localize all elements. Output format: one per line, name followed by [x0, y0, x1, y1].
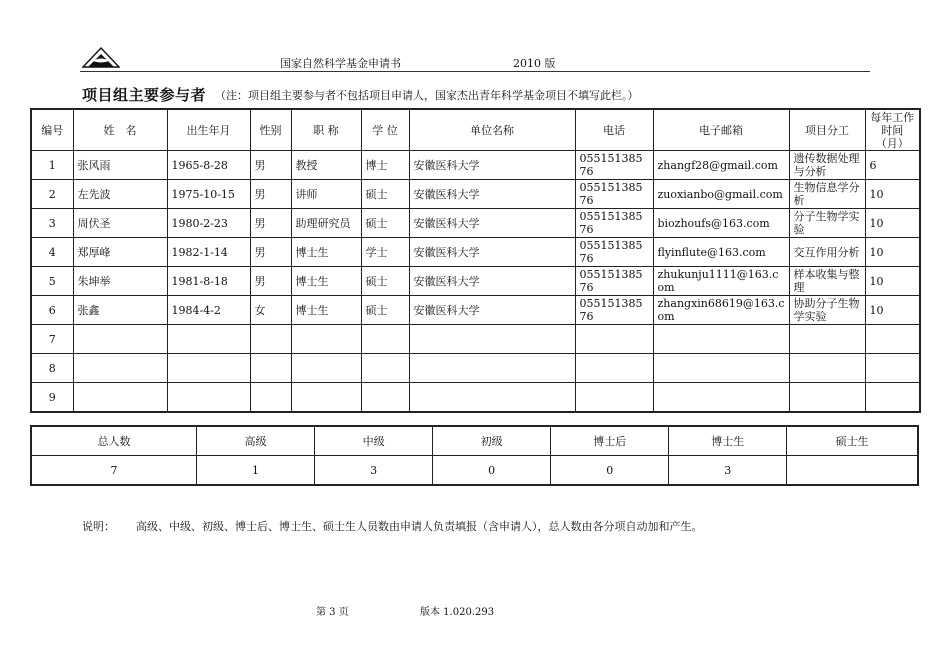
column-header: 姓 名 [73, 109, 167, 151]
member-no-cell: 7 [31, 325, 73, 354]
member-no-cell: 8 [31, 354, 73, 383]
summary-header-cell: 博士生 [669, 426, 787, 456]
member-birth-cell: 1982-1-14 [167, 238, 250, 267]
summary-header-row [31, 426, 918, 456]
section-title: 项目组主要参与者 [82, 86, 207, 104]
member-title-cell: 讲师 [291, 180, 361, 209]
member-no-cell: 4 [31, 238, 73, 267]
members-header-row [31, 109, 920, 151]
note-text: 高级、中级、初级、博士后、博士生、硕士生人员数由申请人负责填报（含申请人），总人数由各分项自动加和产生。 [136, 520, 703, 533]
member-degree-cell: 博士 [361, 151, 409, 180]
summary-header-cell: 硕士生 [787, 426, 918, 456]
member-title-cell: 博士生 [291, 296, 361, 325]
column-header: 职 称 [291, 109, 361, 151]
member-role-cell: 协助分子生物学实验 [789, 296, 865, 325]
member-unit-cell [409, 383, 575, 413]
member-role-cell [789, 325, 865, 354]
member-gender-cell [250, 354, 291, 383]
member-phone-cell: 05515138576 [575, 238, 653, 267]
member-birth-cell [167, 325, 250, 354]
member-row [31, 180, 920, 209]
member-unit-cell [409, 325, 575, 354]
member-row [31, 267, 920, 296]
note-label: 说明： [82, 520, 115, 533]
summary-value-cell: 1 [196, 456, 314, 486]
summary-value-cell: 0 [551, 456, 669, 486]
member-degree-cell: 学士 [361, 238, 409, 267]
member-no-cell: 2 [31, 180, 73, 209]
member-unit-cell [409, 354, 575, 383]
member-months-cell: 10 [865, 209, 920, 238]
member-months-cell: 10 [865, 238, 920, 267]
column-header: 项目分工 [789, 109, 865, 151]
member-title-cell: 博士生 [291, 267, 361, 296]
member-gender-cell: 男 [250, 151, 291, 180]
member-row [31, 209, 920, 238]
member-name-cell: 周伏圣 [73, 209, 167, 238]
member-phone-cell [575, 325, 653, 354]
member-role-cell [789, 354, 865, 383]
member-row [31, 383, 920, 413]
member-role-cell: 分子生物学实验 [789, 209, 865, 238]
member-gender-cell: 男 [250, 209, 291, 238]
member-phone-cell: 05515138576 [575, 296, 653, 325]
header-divider [80, 71, 870, 72]
member-degree-cell: 硕士 [361, 267, 409, 296]
member-name-cell: 左先波 [73, 180, 167, 209]
member-birth-cell [167, 354, 250, 383]
member-name-cell [73, 325, 167, 354]
member-email-cell: zhangf28@gmail.com [653, 151, 789, 180]
member-degree-cell [361, 383, 409, 413]
member-gender-cell [250, 325, 291, 354]
summary-value-cell: 3 [669, 456, 787, 486]
header-title: 国家自然科学基金申请书 [280, 57, 401, 70]
member-email-cell [653, 325, 789, 354]
column-header: 性别 [250, 109, 291, 151]
member-gender-cell: 男 [250, 180, 291, 209]
member-no-cell: 1 [31, 151, 73, 180]
member-months-cell [865, 383, 920, 413]
member-name-cell: 郑厚峰 [73, 238, 167, 267]
member-row [31, 325, 920, 354]
column-header: 学 位 [361, 109, 409, 151]
member-gender-cell: 女 [250, 296, 291, 325]
member-unit-cell: 安徽医科大学 [409, 238, 575, 267]
member-email-cell: flyinflute@163.com [653, 238, 789, 267]
member-title-cell [291, 354, 361, 383]
summary-table [30, 425, 919, 486]
member-unit-cell: 安徽医科大学 [409, 296, 575, 325]
member-email-cell: zhangxin68619@163.com [653, 296, 789, 325]
nsfc-logo-icon [82, 46, 120, 68]
column-header: 电话 [575, 109, 653, 151]
member-birth-cell: 1980-2-23 [167, 209, 250, 238]
member-phone-cell: 05515138576 [575, 267, 653, 296]
member-role-cell: 遗传数据处理与分析 [789, 151, 865, 180]
member-email-cell: zuoxianbo@gmail.com [653, 180, 789, 209]
member-title-cell [291, 325, 361, 354]
member-no-cell: 3 [31, 209, 73, 238]
summary-header-cell: 博士后 [551, 426, 669, 456]
member-phone-cell: 05515138576 [575, 180, 653, 209]
summary-value-cell [787, 456, 918, 486]
member-gender-cell [250, 383, 291, 413]
member-birth-cell: 1981-8-18 [167, 267, 250, 296]
member-birth-cell: 1965-8-28 [167, 151, 250, 180]
member-unit-cell: 安徽医科大学 [409, 151, 575, 180]
member-phone-cell [575, 354, 653, 383]
member-title-cell: 助理研究员 [291, 209, 361, 238]
member-role-cell [789, 383, 865, 413]
summary-header-cell: 高级 [196, 426, 314, 456]
member-degree-cell [361, 325, 409, 354]
member-months-cell: 10 [865, 267, 920, 296]
member-name-cell [73, 354, 167, 383]
column-header: 编号 [31, 109, 73, 151]
member-months-cell: 10 [865, 296, 920, 325]
member-gender-cell: 男 [250, 267, 291, 296]
member-no-cell: 5 [31, 267, 73, 296]
member-phone-cell: 05515138576 [575, 151, 653, 180]
member-degree-cell: 硕士 [361, 296, 409, 325]
member-role-cell: 样本收集与整理 [789, 267, 865, 296]
member-row [31, 238, 920, 267]
summary-values-row [31, 456, 918, 486]
member-birth-cell [167, 383, 250, 413]
member-email-cell: biozhoufs@163.com [653, 209, 789, 238]
header-version: 2010 版 [513, 57, 556, 70]
member-email-cell [653, 354, 789, 383]
member-row [31, 296, 920, 325]
member-months-cell: 10 [865, 180, 920, 209]
member-no-cell: 9 [31, 383, 73, 413]
member-unit-cell: 安徽医科大学 [409, 180, 575, 209]
column-header: 每年工作时间（月） [865, 109, 920, 151]
member-role-cell: 交互作用分析 [789, 238, 865, 267]
section-note: （注：项目组主要参与者不包括项目申请人，国家杰出青年科学基金项目不填写此栏。） [215, 89, 639, 102]
member-months-cell [865, 354, 920, 383]
member-degree-cell: 硕士 [361, 209, 409, 238]
member-title-cell [291, 383, 361, 413]
summary-value-cell: 0 [433, 456, 551, 486]
members-body [31, 151, 920, 413]
member-birth-cell: 1984-4-2 [167, 296, 250, 325]
column-header: 出生年月 [167, 109, 250, 151]
member-title-cell: 博士生 [291, 238, 361, 267]
member-title-cell: 教授 [291, 151, 361, 180]
member-name-cell [73, 383, 167, 413]
column-header: 单位名称 [409, 109, 575, 151]
member-email-cell [653, 383, 789, 413]
members-table [30, 108, 921, 413]
member-months-cell: 6 [865, 151, 920, 180]
member-name-cell: 张风雨 [73, 151, 167, 180]
member-degree-cell [361, 354, 409, 383]
column-header: 电子邮箱 [653, 109, 789, 151]
member-row [31, 354, 920, 383]
member-role-cell: 生物信息学分析 [789, 180, 865, 209]
summary-value-cell: 7 [31, 456, 196, 486]
summary-header-cell: 初级 [433, 426, 551, 456]
member-name-cell: 张鑫 [73, 296, 167, 325]
member-row [31, 151, 920, 180]
member-unit-cell: 安徽医科大学 [409, 267, 575, 296]
summary-header-cell: 中级 [315, 426, 433, 456]
member-phone-cell: 05515138576 [575, 209, 653, 238]
member-name-cell: 朱坤举 [73, 267, 167, 296]
summary-value-cell: 3 [315, 456, 433, 486]
member-birth-cell: 1975-10-15 [167, 180, 250, 209]
member-degree-cell: 硕士 [361, 180, 409, 209]
member-months-cell [865, 325, 920, 354]
footer-version: 版本 1.020.293 [420, 607, 495, 618]
member-no-cell: 6 [31, 296, 73, 325]
member-phone-cell [575, 383, 653, 413]
member-email-cell: zhukunju1111@163.com [653, 267, 789, 296]
member-gender-cell: 男 [250, 238, 291, 267]
footer-page: 第 3 页 [316, 607, 349, 618]
summary-header-cell: 总人数 [31, 426, 196, 456]
member-unit-cell: 安徽医科大学 [409, 209, 575, 238]
